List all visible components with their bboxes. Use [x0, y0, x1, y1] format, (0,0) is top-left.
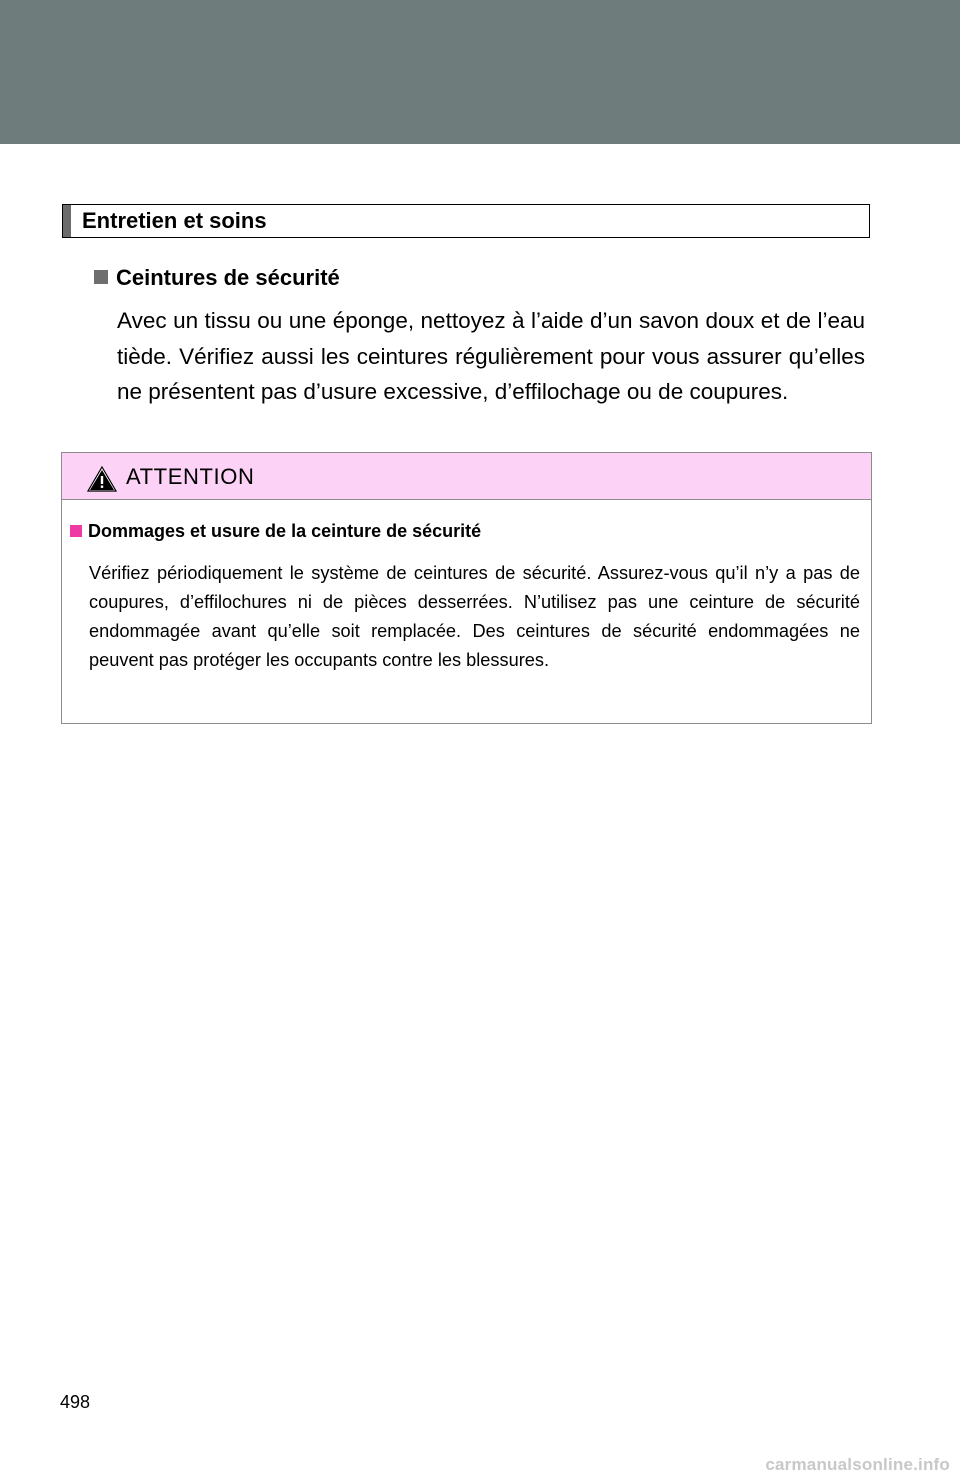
subsection-body: Avec un tissu ou une éponge, nettoyez à l’aide d’un savon doux et de l’eau tiède. Vérifiez aussi les ceintures régulièrement pour vous assurer qu’elles ne présentent pas d’usure excessive, d’effilochage ou de coupures.: [117, 308, 865, 404]
section-title: Entretien et soins: [82, 208, 267, 233]
warning-box: [61, 452, 872, 724]
pink-square-bullet-icon: [70, 525, 82, 537]
page-number: 498: [60, 1392, 91, 1412]
top-header-band: [0, 0, 960, 144]
section-header: [62, 204, 870, 238]
warning-body: Vérifiez périodiquement le système de ceintures de sécurité. Assurez-vous qu’il n’y a pas de coupures, d’effilochures ni de pièces desserrées. N’utilisez pas une ceinture de sécurité endommagée avant qu’elle soit remplacée. Des ceintures de sécurité endommagées ne peuvent pas protéger les occupants contre les blessures.: [89, 563, 860, 670]
warning-subtitle: [70, 520, 481, 542]
warning-title: ATTENTION: [126, 464, 255, 489]
subsection-heading: [94, 264, 884, 292]
square-bullet-icon: [94, 270, 108, 284]
watermark: carmanualsonline.info: [765, 1455, 950, 1474]
section-header-bar: [63, 205, 71, 237]
warning-header: [62, 453, 871, 500]
warning-triangle-icon: [87, 466, 117, 492]
subsection-title: Ceintures de sécurité: [116, 265, 340, 290]
warning-subtitle-text: Dommages et usure de la ceinture de sécurité: [88, 521, 482, 541]
